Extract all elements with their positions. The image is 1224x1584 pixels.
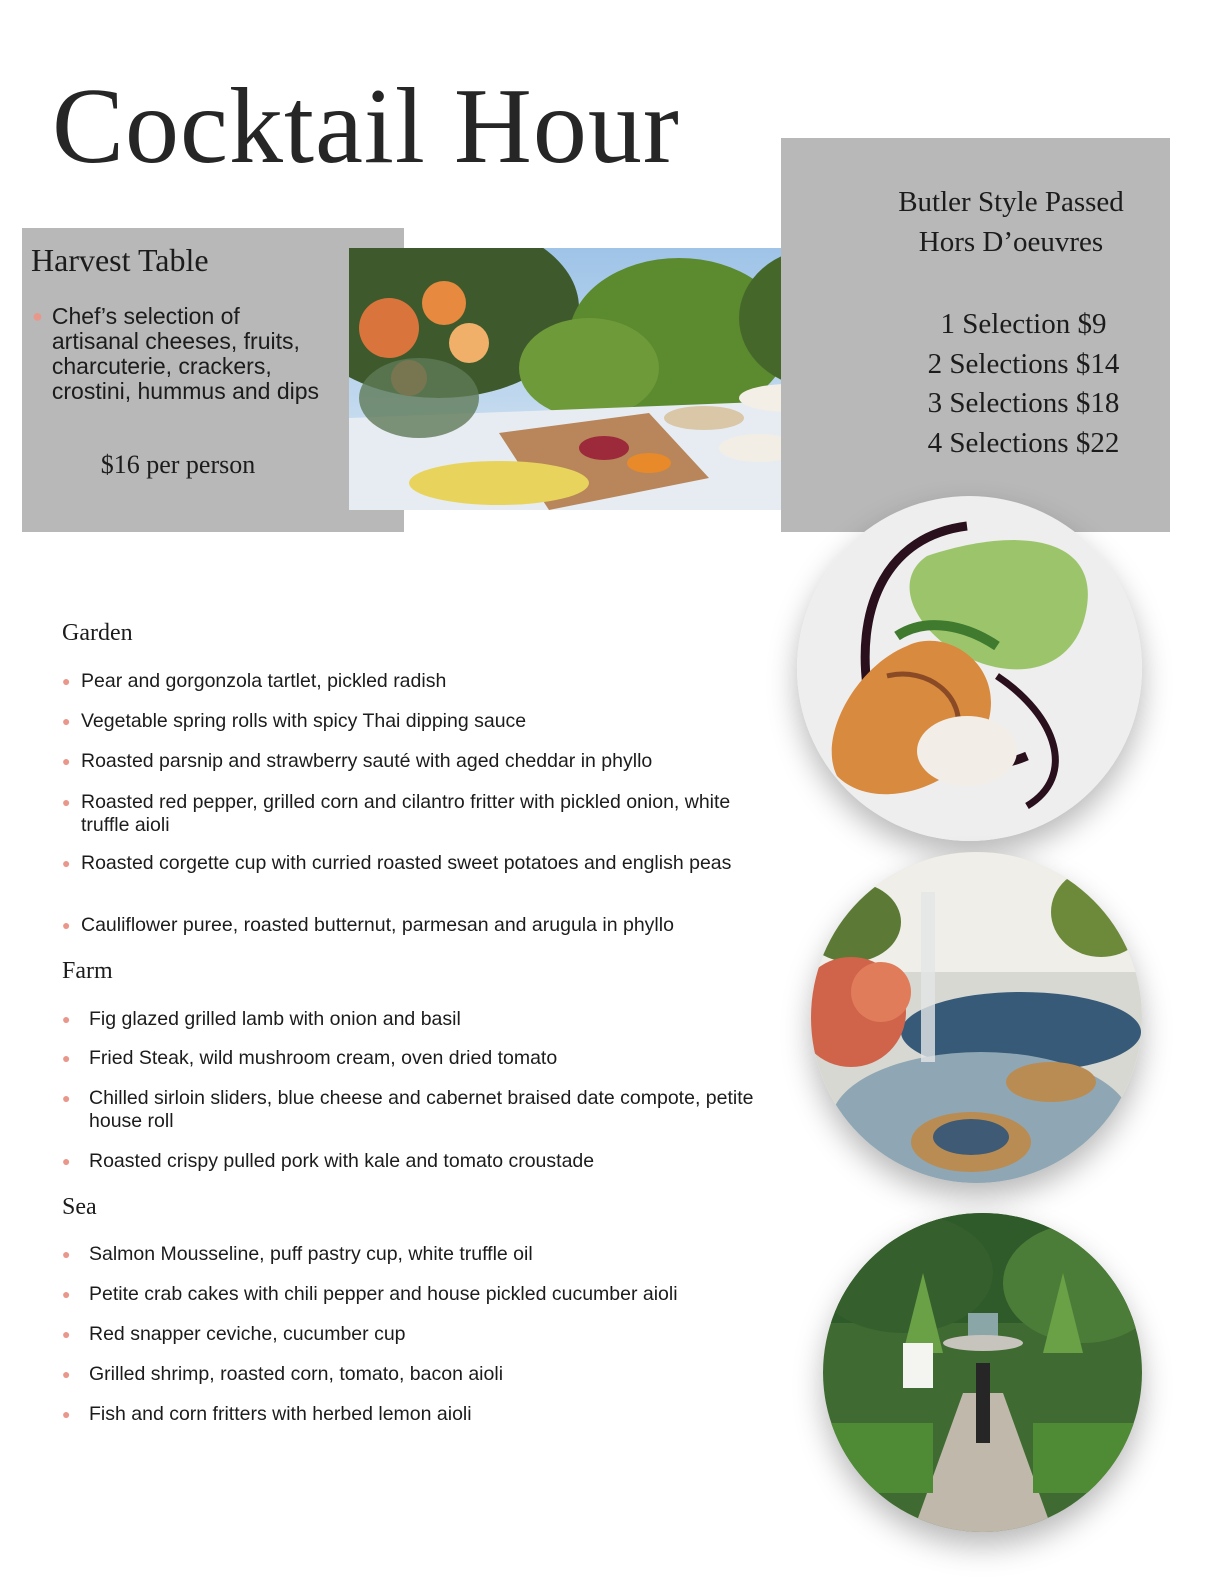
list-item: ● Fig glazed grilled lamb with onion and basil [62,1008,461,1030]
list-item: ● Salmon Mousseline, puff pastry cup, white truffle oil [62,1243,533,1265]
list-item: ● Pear and gorgonzola tartlet, pickled radish [62,670,447,692]
harvest-table-price: $16 per person [100,450,256,479]
bullet-icon: ● [62,1286,71,1302]
butler-title-line-1: Butler Style Passed [898,186,1124,218]
list-item: ● Roasted red pepper, grilled corn and cilantro fritter with pickled onion, white truffle aioli [62,791,731,836]
harvest-table-title: Harvest Table [31,242,209,278]
harvest-table-description-text: Chef’s selection of artisanal cheeses, fruits, charcuterie, crackers, crostini, hummus and dips [51,303,320,404]
bullet-icon: ● [62,673,71,689]
bullet-icon: ● [62,1406,71,1422]
list-item: ● Cauliflower puree, roasted butternut, parmesan and arugula in phyllo [62,914,674,936]
sea-section-title: Sea [62,1194,97,1220]
farm-section-title: Farm [62,958,113,984]
bullet-icon: ● [62,1011,71,1027]
price-4-selections: 4 Selections $22 [927,426,1120,459]
list-item: ● Red snapper ceviche, cucumber cup [62,1323,406,1345]
butler-style-title [861,182,1161,262]
harvest-table-description [32,304,332,404]
price-3-selections: 3 Selections $18 [927,387,1120,419]
bullet-icon: ● [62,1366,71,1382]
list-item: ● Roasted parsnip and strawberry sauté with aged cheddar in phyllo [62,750,653,772]
list-item: ● Roasted corgette cup with curried roasted sweet potatoes and english peas [62,852,732,874]
plated-salmon-photo [797,496,1142,841]
butler-price-list [861,305,1186,463]
list-item: ● Fried Steak, wild mushroom cream, oven dried tomato [62,1047,558,1069]
bullet-icon: ● [62,1050,71,1066]
list-item: ● Vegetable spring rolls with spicy Thai dipping sauce [62,710,527,732]
bullet-icon: ● [62,1326,71,1342]
price-1-selection: 1 Selection $9 [940,308,1107,340]
butler-title-line-2: Hors D’oeuvres [918,226,1104,258]
list-item: ● Chilled sirloin sliders, blue cheese and cabernet braised date compote, petite house roll [62,1087,754,1132]
bullet-icon: ● [62,753,71,769]
page-title: Cocktail Hour [52,67,680,186]
list-item: ● Fish and corn fritters with herbed lemon aioli [62,1403,472,1425]
bullet-icon: ● [62,794,71,810]
list-item: ● Grilled shrimp, roasted corn, tomato, bacon aioli [62,1363,504,1385]
bullet-icon: ● [62,1246,71,1262]
price-2-selections: 2 Selections $14 [927,347,1120,380]
bullet-icon: ● [62,1090,71,1106]
bullet-icon: ● [62,855,71,871]
bullet-icon: ● [62,917,71,933]
garden-section-title: Garden [62,620,133,646]
bullet-icon: ● [62,713,71,729]
list-item: ● Petite crab cakes with chili pepper and house pickled cucumber aioli [62,1283,678,1305]
bullet-icon: ● [62,1153,71,1169]
butler-style-panel [781,138,1170,532]
bullet-icon: ● [32,306,43,326]
reception-tent-photo [811,852,1142,1183]
garden-path-photo [823,1213,1142,1532]
harvest-table-panel [22,228,404,532]
list-item: ● Roasted crispy pulled pork with kale and tomato croustade [62,1150,595,1172]
